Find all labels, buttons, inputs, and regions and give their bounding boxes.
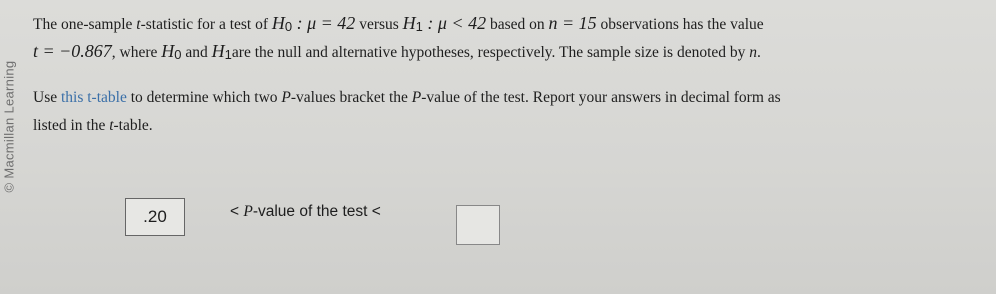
text: , where	[111, 44, 162, 61]
alternative-hypothesis: H1 : μ < 42	[402, 13, 487, 34]
sample-size-expr: n = 15	[548, 13, 597, 33]
text: Use	[33, 89, 61, 106]
p-symbol: P	[411, 89, 422, 106]
question-line-1	[33, 13, 764, 37]
lower-p-value: .20	[143, 207, 167, 226]
lower-p-value-box[interactable]	[125, 198, 185, 236]
text: The one-sample	[33, 16, 137, 33]
inequality-text: -value of the test <	[252, 203, 381, 220]
text: versus	[355, 16, 403, 33]
text: based on	[486, 16, 549, 33]
p-value-inequality-label	[230, 203, 381, 221]
text: .	[757, 44, 761, 61]
upper-p-value-input[interactable]	[456, 205, 500, 245]
p-symbol: P	[243, 203, 253, 220]
n-symbol: n	[749, 44, 758, 61]
t-value-expr: t = −0.867	[33, 41, 112, 61]
text: -statistic for a test of	[140, 16, 272, 33]
question-line-2	[33, 41, 761, 65]
less-than-sign: <	[230, 203, 244, 220]
h0-symbol: H0	[161, 41, 182, 62]
h1-symbol: H1	[211, 41, 232, 62]
null-hypothesis: H0 : μ = 42	[271, 13, 356, 34]
question-line-4	[33, 116, 153, 136]
t-symbol: t	[109, 117, 114, 134]
t-symbol: t	[136, 16, 141, 33]
text: are the null and alternative hypotheses, respectively. The sample size is denoted by	[231, 44, 750, 61]
text: observations has the value	[596, 16, 764, 33]
text: and	[181, 44, 212, 61]
text: to determine which two	[126, 89, 282, 106]
p-symbol: P	[281, 89, 291, 106]
text: -values bracket the	[290, 89, 412, 106]
t-table-link[interactable]: this t-table	[60, 89, 127, 106]
copyright-watermark	[0, 0, 20, 252]
question-line-3	[33, 88, 781, 108]
text: -value of the test. Report your answers in decimal form as	[421, 89, 781, 106]
text: listed in the	[33, 117, 110, 134]
text: -table.	[113, 117, 153, 134]
watermark-text: © Macmillan Learning	[1, 60, 17, 192]
